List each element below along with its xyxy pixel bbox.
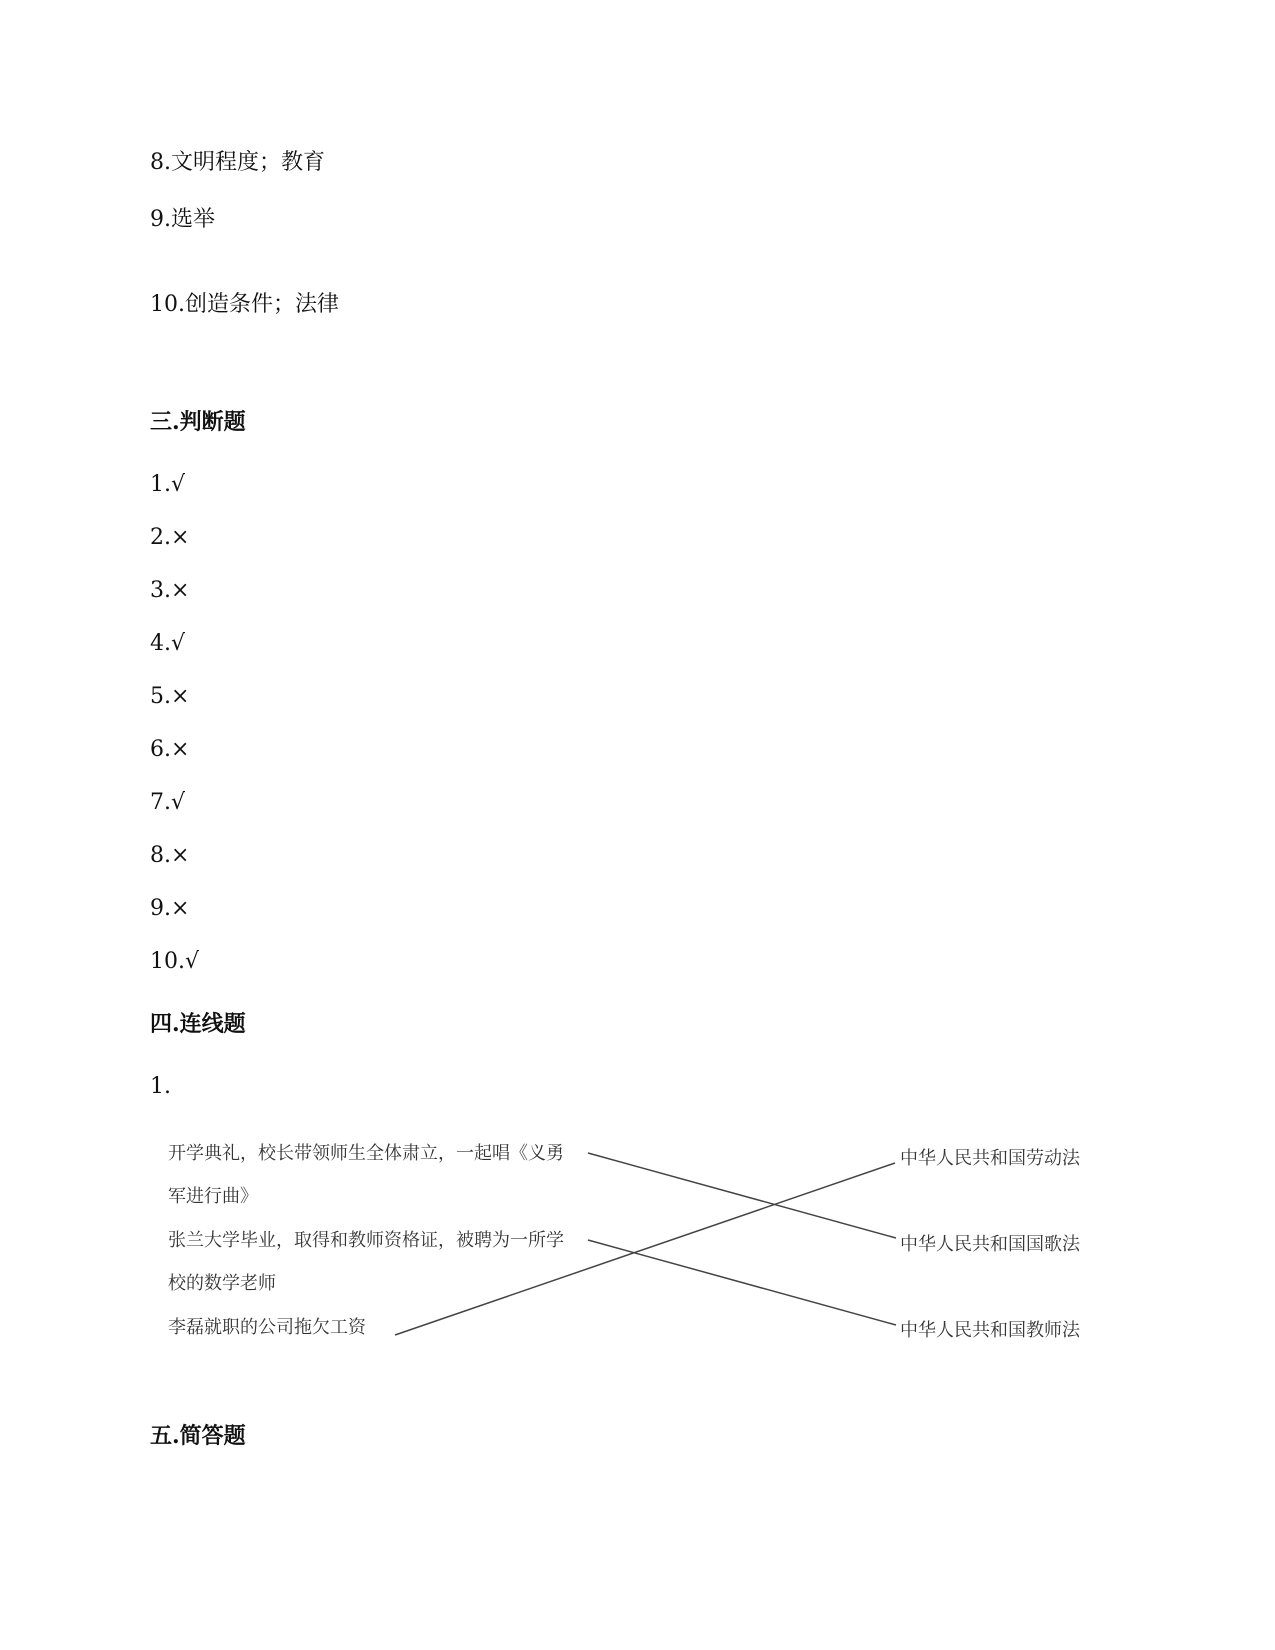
matching-lines [150, 1140, 1110, 1380]
tf-answer-10: 10.√ [150, 949, 200, 974]
matching-figure [150, 1140, 1110, 1380]
tf-answer-4: 4.√ [150, 631, 186, 656]
right-item-2: 中华人民共和国国歌法 [900, 1234, 1080, 1255]
right-item-1: 中华人民共和国劳动法 [900, 1148, 1080, 1169]
tf-answer-8: 8.× [150, 843, 190, 868]
tf-answer-6: 6.× [150, 737, 190, 762]
left-item-1-line1: 开学典礼，校长带领师生全体肃立，一起唱《义勇 [168, 1143, 564, 1164]
left-item-3: 李磊就职的公司拖欠工资 [168, 1317, 366, 1338]
answer-8: 8.文明程度；教育 [150, 150, 325, 175]
tf-answer-5: 5.× [150, 684, 190, 709]
right-item-3: 中华人民共和国教师法 [900, 1320, 1080, 1341]
tf-answer-2: 2.× [150, 525, 190, 550]
match-line-0 [588, 1153, 896, 1238]
tf-answer-7: 7.√ [150, 790, 186, 815]
left-item-2-line1: 张兰大学毕业，取得和教师资格证，被聘为一所学 [168, 1230, 564, 1251]
answer-9: 9.选举 [150, 207, 215, 232]
tf-answer-9: 9.× [150, 896, 190, 921]
tf-answer-1: 1.√ [150, 472, 186, 497]
section-heading-short-answer: 五.简答题 [150, 1423, 246, 1449]
tf-answer-3: 3.× [150, 578, 190, 603]
left-item-2-line2: 校的数学老师 [168, 1273, 276, 1294]
matching-item-label: 1. [150, 1074, 171, 1099]
left-item-1-line2: 军进行曲》 [168, 1186, 258, 1207]
answer-10: 10.创造条件；法律 [150, 292, 339, 317]
section-heading-true-false: 三.判断题 [150, 409, 246, 435]
section-heading-matching: 四.连线题 [150, 1011, 246, 1037]
